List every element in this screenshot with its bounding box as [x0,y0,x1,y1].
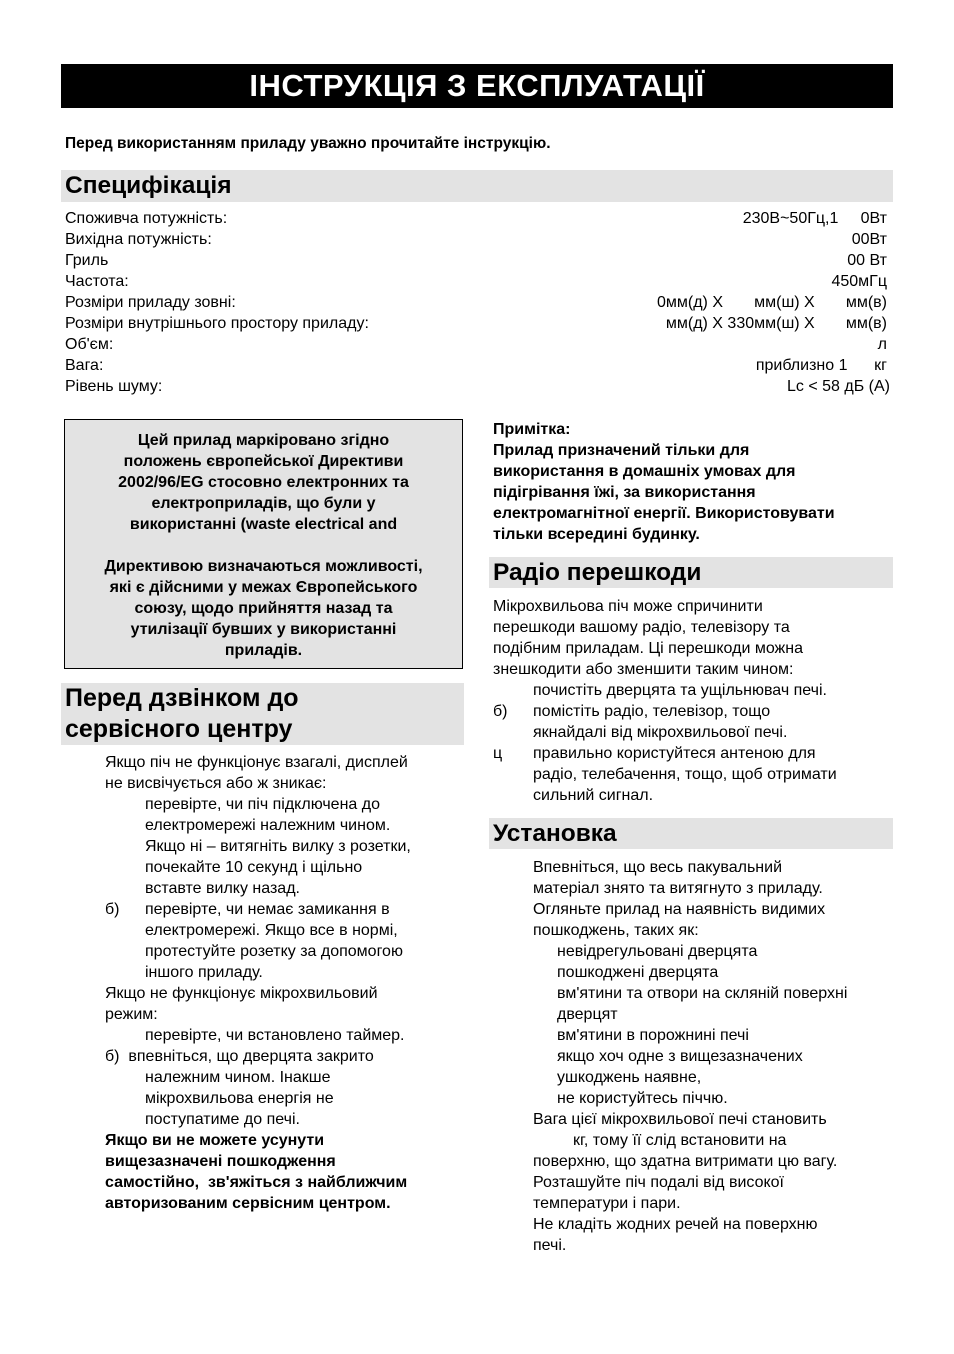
radio-line: правильно користуйтеся антеною для [533,745,816,762]
spec-row [65,334,887,355]
install-heading: Установка [489,818,893,849]
notice-line: які є дійсними у межах Європейського [109,579,418,596]
service-line: перевірте, чи немає замикання в [145,901,390,918]
radio-line: якнайдалі від мікрохвильової печі. [533,724,788,741]
radio-line: Мікрохвильова піч може спричинити [493,598,763,615]
spec-value: 00Вт [851,231,887,248]
spec-value: 230В~50Гц,1 0Вт [742,210,887,227]
spec-label: Об'єм: [65,336,114,353]
service-line: Якщо не функціонує мікрохвильовий [105,985,378,1002]
spec-value: 00 Вт [847,252,887,269]
service-line: б) впевніться, що дверцята закрито [105,1048,374,1065]
install-line: Не кладіть жодних речей на поверхню [533,1216,818,1233]
service-line: належним чином. Інакше [145,1069,331,1086]
notice-line: утилізації бувших у використанні [130,621,397,638]
install-line: якщо хоч одне з вищезазначених [557,1048,803,1065]
install-line: не користуйтесь піччю. [557,1090,728,1107]
service-line: Якщо ні – витягніть вилку з розетки, [145,838,411,855]
radio-line: почистіть дверцята та ущільнювач печі. [533,682,827,699]
spec-label: Гриль [65,252,109,269]
install-line: ушкоджень наявне, [557,1069,702,1086]
service-heading-line: Перед дзвінком до [65,684,299,712]
install-line: Огляньте прилад на наявність видимих [533,901,826,918]
service-line: протестуйте розетку за допомогою [145,943,403,960]
spec-row [65,313,887,334]
note-label: Примітка: [493,421,571,438]
service-bold-line: самостійно, зв'яжіться з найближчим [105,1174,408,1191]
notice-line: союзу, щодо прийняття назад та [134,600,393,617]
install-line: вм'ятини в порожнині печі [557,1027,749,1044]
spec-value: л [877,336,887,353]
service-line: режим: [105,1006,158,1023]
install-line: пошкоджені дверцята [557,964,719,981]
install-line: Впевніться, що весь пакувальний [533,859,783,876]
intro-text: Перед використанням приладу уважно прочитайте інструкцію. [65,135,551,152]
install-line: Вага цієї мікрохвильової печі становить [533,1111,827,1128]
radio-line: помістіть радіо, телевізор, тощо [533,703,771,720]
notice-line: 2002/96/EG стосовно електронних та [118,474,409,491]
notice-line: використанні (waste electrical and [129,516,398,533]
spec-row [65,229,887,250]
install-line: печі. [533,1237,567,1254]
service-line: перевірте, чи піч підключена до [145,796,380,813]
radio-line: знешкодити або зменшити таким чином: [493,661,794,678]
notice-line: приладів. [224,642,303,659]
spec-row [65,271,887,292]
notice-line: положень європейської Директиви [123,453,404,470]
radio-line: перешкоди вашому радіо, телевізору та [493,619,790,636]
spec-value: приблизно 1 кг [755,357,887,374]
spec-label: Вага: [65,357,104,374]
install-line: температури і пари. [533,1195,681,1212]
install-line: вм'ятини та отвори на скляній поверхні [557,985,848,1002]
spec-row [65,376,890,397]
radio-heading: Радіо перешкоди [489,557,893,588]
service-heading-line: сервісного центру [65,715,293,743]
service-line: іншого приладу. [145,964,263,981]
radio-line: сильний сигнал. [533,787,654,804]
notice-line: електроприладів, що були у [151,495,376,512]
install-line: поверхню, що здатна витримати цю вагу. [533,1153,838,1170]
list-marker: б) [105,901,120,918]
spec-label: Споживча потужність: [65,210,228,227]
install-line: дверцят [557,1006,618,1023]
weee-notice-box [64,419,463,669]
install-line: кг, тому її слід встановити на [573,1132,787,1149]
service-line: мікрохвильова енергія не [145,1090,334,1107]
radio-line: радіо, телебачення, тощо, щоб отримати [533,766,837,783]
service-bold-line: авторизованим сервісним центром. [105,1195,391,1212]
install-line: Розташуйте піч подалі від високої [533,1174,784,1191]
install-line: матеріал знято та витягнуто з приладу. [533,880,823,897]
spec-label: Розміри приладу зовні: [65,294,236,311]
note-line: тільки всередині будинку. [493,526,700,543]
service-line: перевірте, чи встановлено таймер. [145,1027,405,1044]
list-marker: б) [493,703,508,720]
service-bold-line: Якщо ви не можете усунути [105,1132,325,1149]
service-line: почекайте 10 секунд і щільно [145,859,363,876]
notice-line: Директивою визначаються можливості, [104,558,423,575]
spec-row [65,250,887,271]
spec-heading: Специфікація [61,170,893,202]
spec-row [65,355,887,376]
service-line: вставте вилку назад. [145,880,300,897]
spec-value: Lc < 58 дБ (А) [787,378,890,395]
service-line: не висвічується або ж зникає: [105,775,327,792]
spec-row [65,292,887,313]
note-line: використання в домашніх умовах для [493,463,796,480]
list-marker: ц [493,745,503,762]
page-title: ІНСТРУКЦІЯ З ЕКСПЛУАТАЦІЇ [61,64,893,108]
note-line: електромагнітної енергії. Використовувати [493,505,835,522]
spec-value: 450мГц [831,273,887,290]
spec-row [65,208,887,229]
service-bold-line: вищезазначені пошкодження [105,1153,336,1170]
spec-value: мм(д) Х 330мм(ш) Х мм(в) [665,315,887,332]
spec-label: Частота: [65,273,129,290]
spec-label: Вихідна потужність: [65,231,212,248]
note-line: підігрівання їжі, за використання [493,484,756,501]
spec-value: 0мм(д) Х мм(ш) Х мм(в) [656,294,887,311]
service-line: поступатиме до печі. [145,1111,300,1128]
note-line: Прилад призначений тільки для [493,442,750,459]
spec-label: Розміри внутрішнього простору приладу: [65,315,369,332]
install-line: невідрегульовані дверцята [557,943,758,960]
service-line: Якщо піч не функціонує взагалі, дисплей [105,754,408,771]
service-line: електромережі належним чином. [145,817,391,834]
radio-line: подібним приладам. Ці перешкоди можна [493,640,803,657]
install-line: пошкоджень, таких як: [533,922,699,939]
service-line: електромережі. Якщо все в нормі, [145,922,398,939]
service-heading [61,683,464,745]
notice-line: Цей прилад маркіровано згідно [137,432,390,449]
spec-label: Рівень шуму: [65,378,163,395]
